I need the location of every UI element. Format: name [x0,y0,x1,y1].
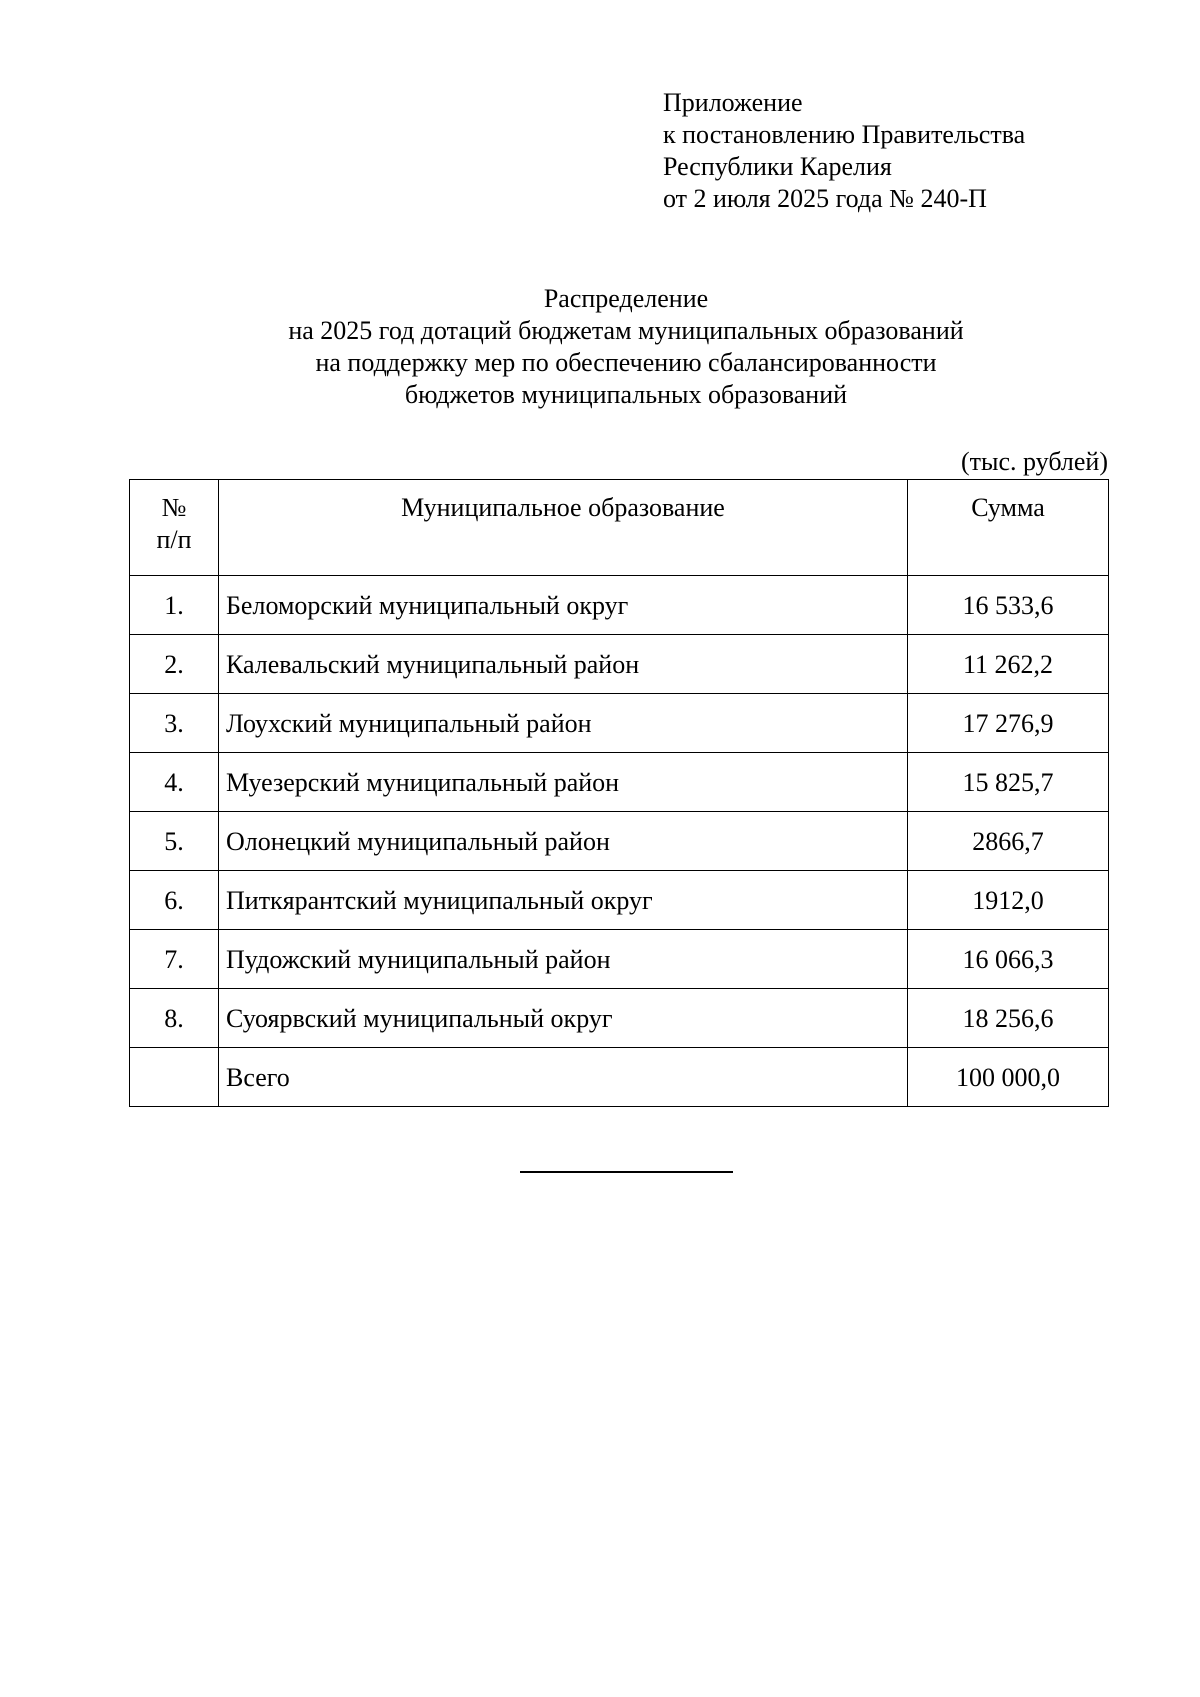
row-number: 1. [130,576,219,635]
row-number: 5. [130,812,219,871]
table-row [130,694,1109,753]
title-line: бюджетов муниципальных образований [404,380,848,409]
header-number-sign: № [161,493,187,522]
header-sum: Сумма [908,480,1109,576]
distribution-table [129,479,1109,1107]
row-number: 2. [130,635,219,694]
appendix-date-line: от 2 июля 2025 года № 240-П [663,184,987,213]
row-number: 4. [130,753,219,812]
total-sum: 100 000,0 [908,1048,1109,1107]
table-row [130,635,1109,694]
row-municipality: Олонецкий муниципальный район [219,812,908,871]
row-municipality: Суоярвский муниципальный округ [219,989,908,1048]
table-body [130,576,1109,1107]
title-line: Распределение [543,284,709,313]
title-line: на поддержку мер по обеспечению сбалансированности [315,348,937,377]
row-municipality: Пудожский муниципальный район [219,930,908,989]
table-row [130,576,1109,635]
table-row [130,753,1109,812]
row-municipality: Калевальский муниципальный район [219,635,908,694]
row-sum: 17 276,9 [908,694,1109,753]
table-total-row [130,1048,1109,1107]
table-row [130,812,1109,871]
table-row [130,871,1109,930]
row-municipality: Лоухский муниципальный район [219,694,908,753]
closing-rule [520,1171,733,1173]
appendix-line: Приложение [663,88,803,117]
row-sum: 1912,0 [908,871,1109,930]
table-row [130,989,1109,1048]
appendix-line: Республики Карелия [663,152,892,181]
row-municipality: Питкярантский муниципальный округ [219,871,908,930]
row-sum: 11 262,2 [908,635,1109,694]
table-header-row [130,480,1109,576]
header-number-abbr: п/п [156,525,192,554]
row-sum: 2866,7 [908,812,1109,871]
table-row [130,930,1109,989]
row-number: 3. [130,694,219,753]
header-municipality: Муниципальное образование [219,480,908,576]
row-sum: 18 256,6 [908,989,1109,1048]
title-line: на 2025 год дотаций бюджетам муниципальных образований [288,316,964,345]
row-number: 7. [130,930,219,989]
document-title [0,283,1200,411]
row-municipality: Беломорский муниципальный округ [219,576,908,635]
row-municipality: Муезерский муниципальный район [219,753,908,812]
units-label: (тыс. рублей) [960,447,1108,476]
row-sum: 15 825,7 [908,753,1109,812]
total-number [130,1048,219,1107]
row-number: 8. [130,989,219,1048]
appendix-line: к постановлению Правительства [663,120,1026,149]
total-label: Всего [219,1048,908,1107]
appendix-block [663,87,1025,215]
header-number [130,480,219,576]
row-sum: 16 066,3 [908,930,1109,989]
row-sum: 16 533,6 [908,576,1109,635]
row-number: 6. [130,871,219,930]
